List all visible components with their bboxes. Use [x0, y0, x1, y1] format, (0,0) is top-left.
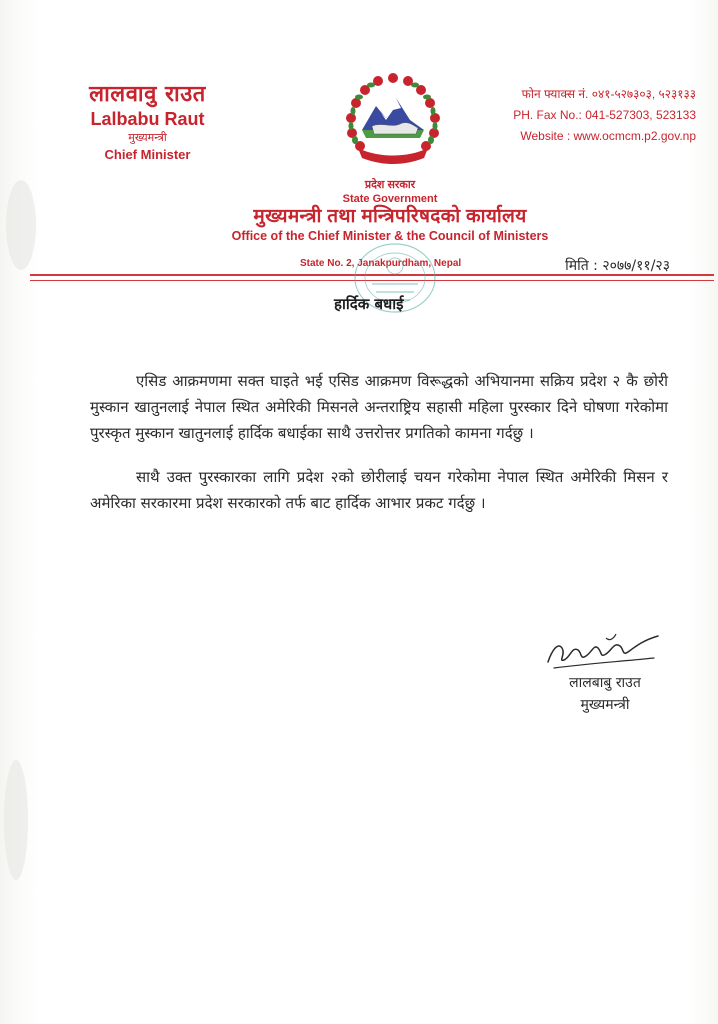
phone-fax-english: PH. Fax No.: 041-527303, 523133	[513, 108, 696, 122]
signatory-block	[550, 672, 660, 716]
website-text: Website : www.ocmcm.p2.gov.np	[520, 129, 696, 143]
body-paragraph-2: साथै उक्त पुरस्कारका लागि प्रदेश २को छोरीलाई चयन गरेकोमा नेपाल स्थित अमेरिकी मिसन र अमेरिका सरकारमा प्रदेश सरकारको तर्फ बाट हार्दिक आभार प्रकट गर्दछु ।	[90, 468, 668, 512]
letterhead-right	[466, 84, 696, 147]
handwritten-signature-icon	[544, 628, 664, 672]
letter-date: मिति : २०७७/११/२३	[565, 258, 670, 274]
signatory-title: मुख्यमन्त्री	[580, 697, 630, 713]
office-address: State No. 2, Janakpurdham, Nepal	[300, 258, 462, 269]
paper-smudge	[6, 180, 36, 270]
paper-smudge	[4, 760, 28, 880]
office-name-nepali: मुख्यमन्त्री तथा मन्त्रिपरिषदको कार्यालय	[253, 206, 527, 227]
state-government-english: State Government	[342, 193, 438, 205]
letter-subject: हार्दिक बधाई	[334, 295, 404, 313]
minister-name-english: Lalbabu Raut	[90, 109, 205, 129]
nepal-emblem-icon	[338, 68, 448, 168]
phone-fax-nepali: फोन फ्याक्स नं. ०४१-५२७३०३, ५२३१३३	[521, 87, 696, 101]
minister-title-english: Chief Minister	[104, 147, 191, 162]
minister-title-nepali: मुख्यमन्त्री	[128, 131, 167, 144]
body-paragraph-1: एसिड आक्रमणमा सक्त घाइते भई एसिड आक्रमण विरूद्धको अभियानमा सक्रिय प्रदेश २ कै छोरी मुस्कान खातुनलाई नेपाल स्थित अमेरिकी मिसनले अन्तराष्ट्रिय सहासी महिला पुरस्कार दिने घोषणा गरेकोमा पुरस्कृत मुस्कान खातुनलाई हार्दिक बधाईका साथै उत्तरोत्तर प्रगतिको कामना गर्दछु ।	[90, 372, 668, 442]
office-name-english: Office of the Chief Minister & the Council of Ministers	[231, 229, 549, 243]
state-government-nepali: प्रदेश सरकार	[364, 179, 416, 191]
letter-body	[90, 368, 668, 534]
minister-name-nepali: लालवावु राउत	[89, 82, 206, 107]
letterhead-center	[200, 178, 580, 244]
signatory-name: लालबाबु राउत	[569, 675, 641, 691]
letterhead-left	[60, 82, 235, 163]
